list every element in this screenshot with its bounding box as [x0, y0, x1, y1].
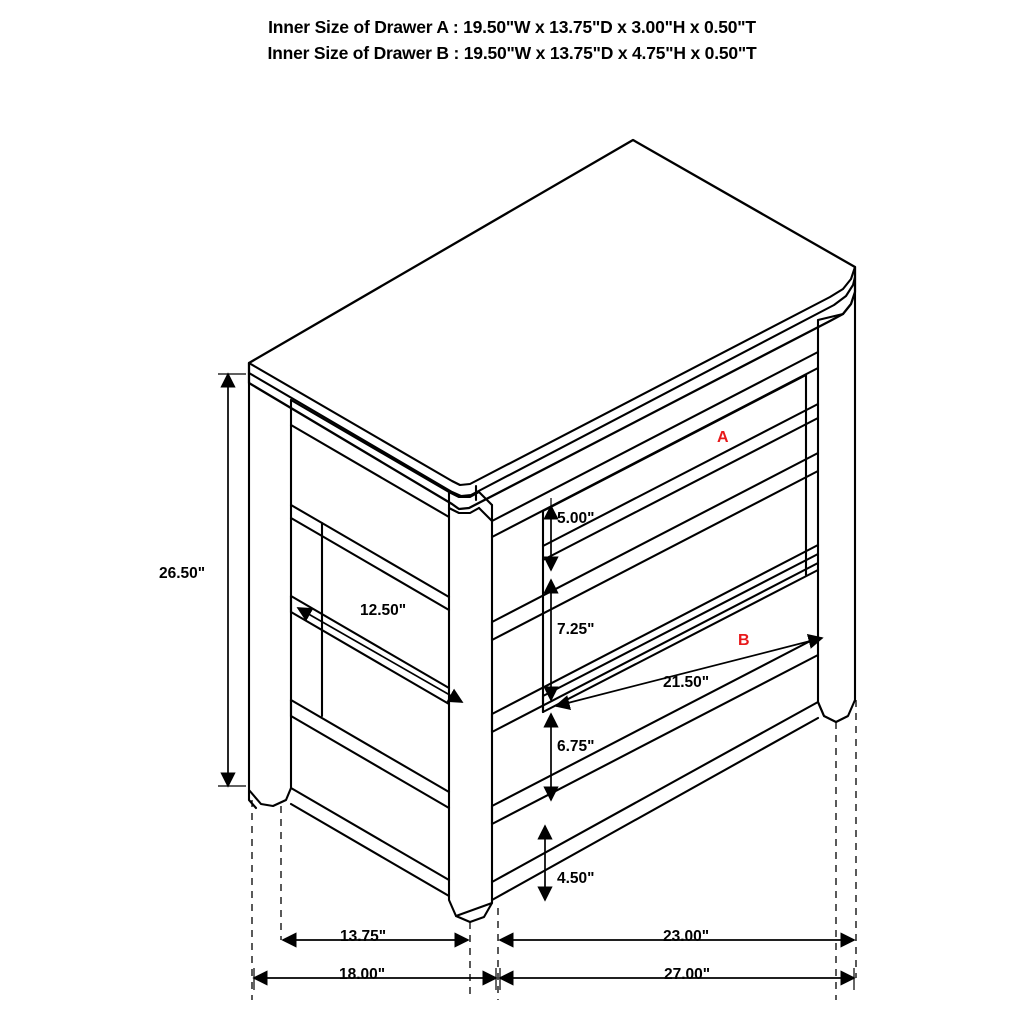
label-front-width: 23.00"	[663, 928, 710, 945]
drawer-b-tag: B	[738, 632, 750, 649]
label-leg-height: 4.50"	[557, 870, 595, 887]
label-drawer-b-height: 7.25"	[557, 621, 595, 638]
drawer-a-tag: A	[717, 429, 729, 446]
label-front-depth: 13.75"	[340, 928, 387, 945]
label-left-shelf-depth: 12.50"	[360, 602, 407, 619]
label-front-panel-width: 21.50"	[663, 674, 710, 691]
label-lower-opening: 6.75"	[557, 738, 595, 755]
label-drawer-a-height: 5.00"	[557, 510, 595, 527]
drawer-b-spec-line: Inner Size of Drawer B : 19.50"W x 13.75"D x 4.75"H x 0.50"T	[267, 43, 757, 63]
table-body	[249, 140, 855, 922]
label-total-width: 27.00"	[664, 966, 711, 983]
label-total-height: 26.50"	[159, 565, 206, 582]
label-total-depth: 18.00"	[339, 966, 386, 983]
drawer-a-spec-line: Inner Size of Drawer A : 19.50"W x 13.75"D x 3.00"H x 0.50"T	[268, 17, 756, 37]
